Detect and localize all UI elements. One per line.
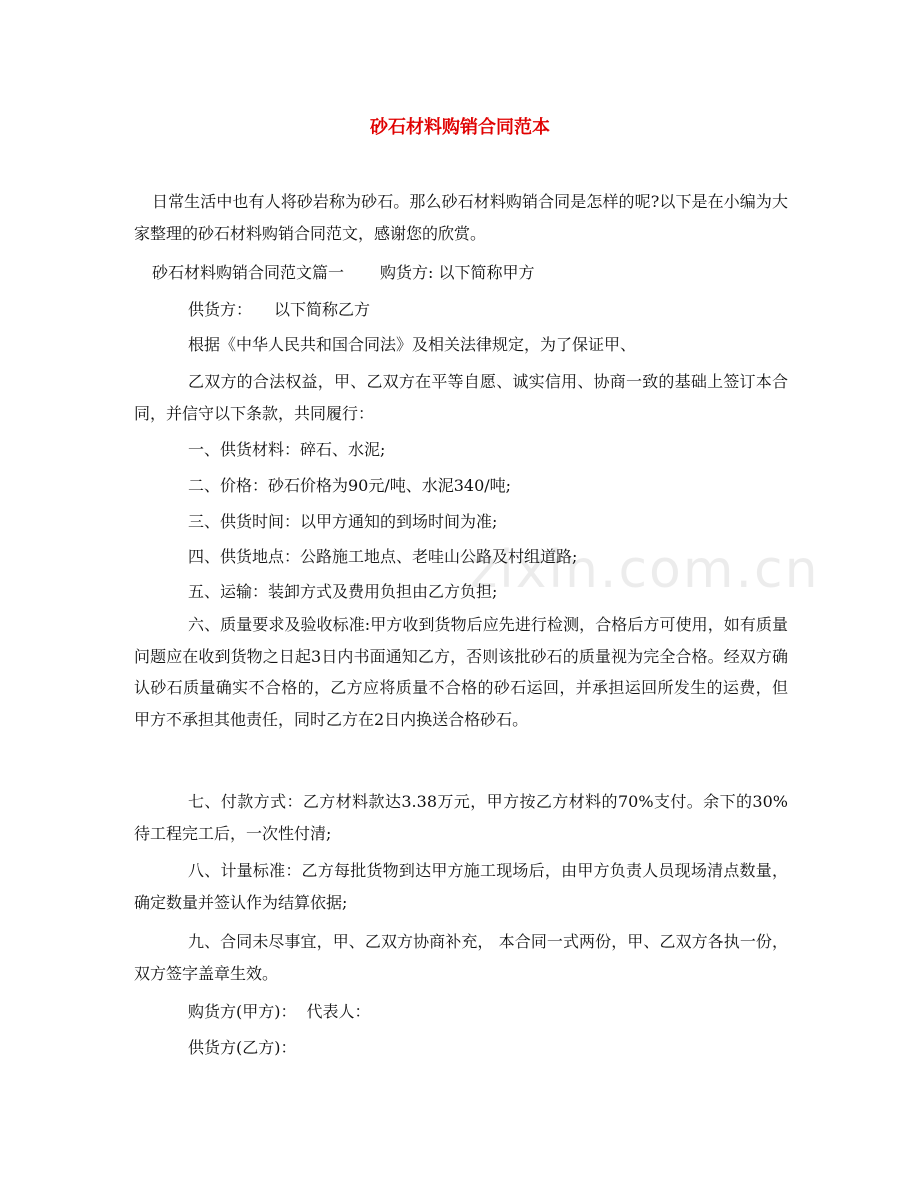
sign-buyer-label: 购货方(甲方)： (188, 1002, 297, 1021)
basis-continuation: 乙双方的合法权益，甲、乙双方在平等自愿、诚实信用、协商一致的基础上签订本合同，并信守以下条款，共同履行： (134, 372, 788, 423)
clause-5: 五、运输：装卸方式及费用负担由乙方负担; (188, 582, 498, 601)
sign-rep-label: 代表人： (306, 1002, 371, 1021)
document-title: 砂石材料购销合同范本 (370, 117, 550, 138)
basis-line: 根据《中华人民共和国合同法》及相关法律规定，为了保证甲、 (188, 335, 637, 354)
clause-2: 二、价格：砂石价格为90元/吨、水泥340/吨; (188, 476, 512, 495)
section-heading: 砂石材料购销合同范文篇一 (152, 263, 345, 282)
clause-3: 三、供货时间：以甲方通知的到场时间为准; (188, 512, 498, 531)
clause-1: 一、供货材料：碎石、水泥; (188, 440, 386, 459)
clause-7: 七、付款方式：乙方材料款达3.38万元，甲方按乙方材料的70%支付。余下的30%待工程完工后，一次性付清; (134, 792, 788, 843)
clause-8: 八、计量标准：乙方每批货物到达甲方施工现场后，由甲方负责人员现场清点数量，确定数量并签认作为结算依据; (134, 861, 788, 912)
clause-9: 九、合同未尽事宜，甲、乙双方协商补充， 本合同一式两份，甲、乙双方各执一份，双方签字盖章生效。 (134, 932, 788, 983)
sign-seller-line: 供货方(乙方)： (188, 1038, 297, 1057)
intro-paragraph: 日常生活中也有人将砂岩称为砂石。那么砂石材料购销合同是怎样的呢?以下是在小编为大家整理的砂石材料购销合同范文，感谢您的欣赏。 (134, 192, 788, 243)
clause-4: 四、供货地点：公路施工地点、老哇山公路及村组道路; (188, 547, 578, 566)
seller-label: 供货方： (188, 300, 253, 319)
watermark: zixin.com.cn (470, 540, 820, 600)
buyer-line: 购货方: 以下简称甲方 (380, 263, 535, 282)
section-heading-line (134, 257, 788, 289)
sign-buyer-line (134, 996, 788, 1028)
clause-6: 六、质量要求及验收标准:甲方收到货物后应先进行检测，合格后方可使用，如有质量问题应在收到货物之日起3日内书面通知乙方，否则该批砂石的质量视为完全合格。经双方确认砂石质量确实不合格的，乙方应将质量不合格的砂石运回，并承担运回所发生的运费，但甲方不承担其他责任，同时乙方在2日内换送合格砂石。 (134, 615, 788, 729)
seller-line (134, 294, 788, 326)
seller-text: 以下简称乙方 (274, 300, 371, 319)
